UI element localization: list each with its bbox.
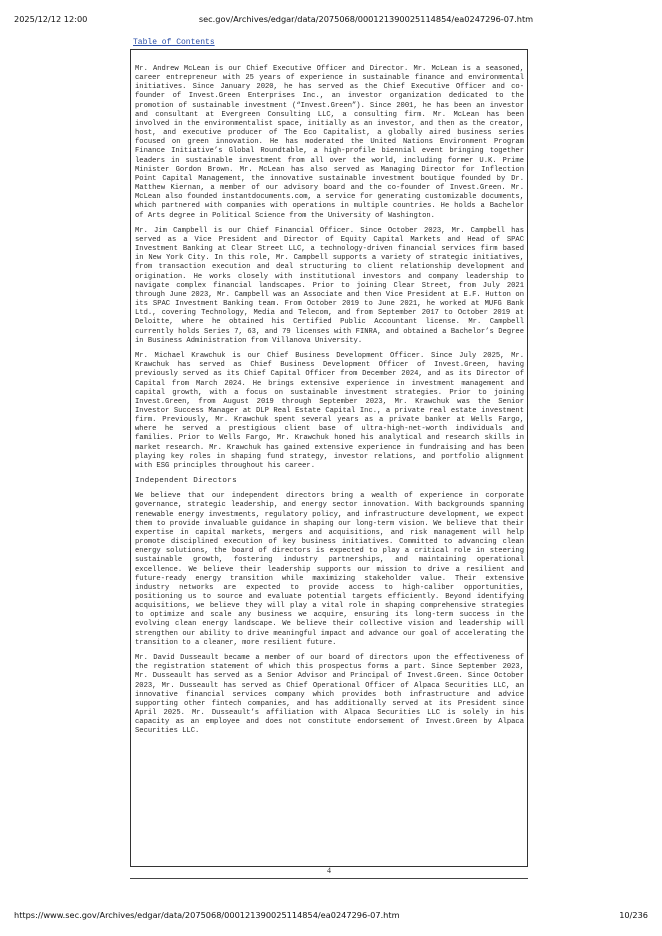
page-divider [130,878,528,879]
print-datetime: 2025/12/12 12:00 [14,14,88,24]
bio-andrew-mclean: Mr. Andrew McLean is our Chief Executive Officer and Director. Mr. McLean is a seasoned, career entrepreneur with 25 years of experience in sustainable finance and environmental initiatives. Since January 2020, he has served as the Chief Executive Officer and co-founder of Invest.Green Enterprises Inc., an investor organization dedicated to the promotion of sustainable investment (“Invest.Green”). Since 2001, he has been an investor and consultant at Evergreen Consulting LLC, a consulting firm. Mr. McLean has been involved in the environmentalist space, initially as an investor, and then as the creator, host, and executive producer of The Eco Capitalist, a globally aired business series focused on green innovation. He has moderated the United Nations Environment Program Finance Initiative’s Global Roundtable, a high-profile biennial event bringing together leaders in sustainable investment from all over the world, including former U.K. Prime Minister Gordon Brown. Mr. McLean has also served as Managing Director for Inflection Point Capital Management, the innovative sustainable investment boutique founded by Dr. Matthew Kiernan, a member of our advisory board and the co-founder of Invest.Green. Mr. McLean also founded instantdocuments.com, a service for generating customizable documents, which partnered with companies with operations in multiple countries. He holds a Bachelor of Arts degree in Political Science from the University of Washington. [135,65,524,220]
bio-michael-krawchuk: Mr. Michael Krawchuk is our Chief Business Development Officer. Since July 2025, Mr. Krawchuk has served as Chief Business Development Officer of Invest.Green, having previously served as its Chief Capital Officer from December 2024, and as its Director of Capital from March 2024. He brings extensive experience in investment management and capital growth, with a focus on sustainable investment strategies. Prior to joining Invest.Green, from August 2019 through September 2023, Mr. Krawchuk was the Senior Investor Success Manager at DLP Real Estate Capital Inc., a private real estate investment firm. Previously, Mr. Krawchuk spent several years as a private banker at Wells Fargo, where he served a prestigious client base of ultra-high-net-worth individuals and families. Prior to Wells Fargo, Mr. Krawchuk honed his analytical and research skills in market research. Mr. Krawchuk has gained extensive experience in fundraising and has been playing key roles in shaping fund strategy, investor relations, and portfolio alignment with ESG principles throughout his career. [135,352,524,470]
bio-david-dusseault: Mr. David Dusseault became a member of our board of directors upon the effectiveness of the registration statement of which this prospectus forms a part. Since September 2023, Mr. Dusseault has served as a Senior Advisor and Principal of Invest.Green. Since October 2023, Mr. Dusseault has served as Chief Operational Officer of Alpaca Securities LLC, an innovative financial services company which provides both infrastructure and advice supporting other fintech companies, and has additionally served at its President since April 2025. Mr. Dusseault’s affiliation with Alpaca Securities LLC is solely in his capacity as an employee and does not constitute endorsement of Invest.Green by Alpaca Securities LLC. [135,654,524,736]
browser-print-footer [14,910,648,924]
table-of-contents-link[interactable]: Table of Contents [133,38,215,47]
print-header-url: sec.gov/Archives/edgar/data/2075068/000121390025114854/ea0247296-07.htm [198,14,534,24]
page-number: 4 [327,866,331,875]
browser-print-header [14,14,648,28]
independent-directors-heading: Independent Directors [135,477,237,486]
print-footer-url: https://www.sec.gov/Archives/edgar/data/2075068/000121390025114854/ea0247296-07.htm [14,910,400,920]
independent-directors-text: We believe that our independent directors bring a wealth of experience in corporate governance, strategic leadership, and energy sector innovation. With backgrounds spanning renewable energy investments, regulatory policy, and infrastructure development, we expect them to provide invaluable guidance in shaping our long-term vision. We believe that their expertise in capital markets, mergers and acquisitions, and risk management will help promote disciplined execution of key business initiatives. Committed to advancing clean energy solutions, the board of directors is expected to play a critical role in steering sustainable growth, fostering industry partnerships, and maintaining operational excellence. We believe their leadership supports our mission to drive a resilient and future-ready energy transition while maximizing stakeholder value. Their extensive industry networks are expected to provide access to high-caliber opportunities, positioning us to source and evaluate potential targets efficiently. Beyond identifying acquisitions, we believe they will play a vital role in shaping comprehensive strategies to optimize and scale any business we acquire, ensuring its long-term success in the evolving clean energy landscape. We believe their collective vision and leadership will strengthen our ability to drive meaningful impact and advance our goal of accelerating the transition to a cleaner, more resilient future. [135,492,524,647]
bio-jim-campbell: Mr. Jim Campbell is our Chief Financial Officer. Since October 2023, Mr. Campbell has served as a Vice President and Director of Equity Capital Markets and Head of SPAC Investment Banking at Clear Street LLC, a technology-driven financial services firm based in New York City. In this role, Mr. Campbell supports a variety of strategic initiatives, from transaction execution and deal structuring to client relationship development and origination. He works closely with institutional investors and company leadership to navigate complex financial landscapes. Prior to joining Clear Street, from July 2021 through June 2023, Mr. Campbell was an Associate and then Vice President at E.F. Hutton on its SPAC Investment Banking team. From October 2019 to June 2021, he worked at MUFG Bank Ltd., covering Technology, Media and Telecom, and from September 2017 to October 2019 at Deloitte, where he obtained his Certified Public Accountant license. Mr. Campbell currently holds Series 7, 63, and 79 licenses with FINRA, and obtained a Bachelor’s Degree in Business Administration from Villanova University. [135,226,524,345]
print-page-count: 10/236 [619,910,648,920]
document-body [135,65,524,743]
